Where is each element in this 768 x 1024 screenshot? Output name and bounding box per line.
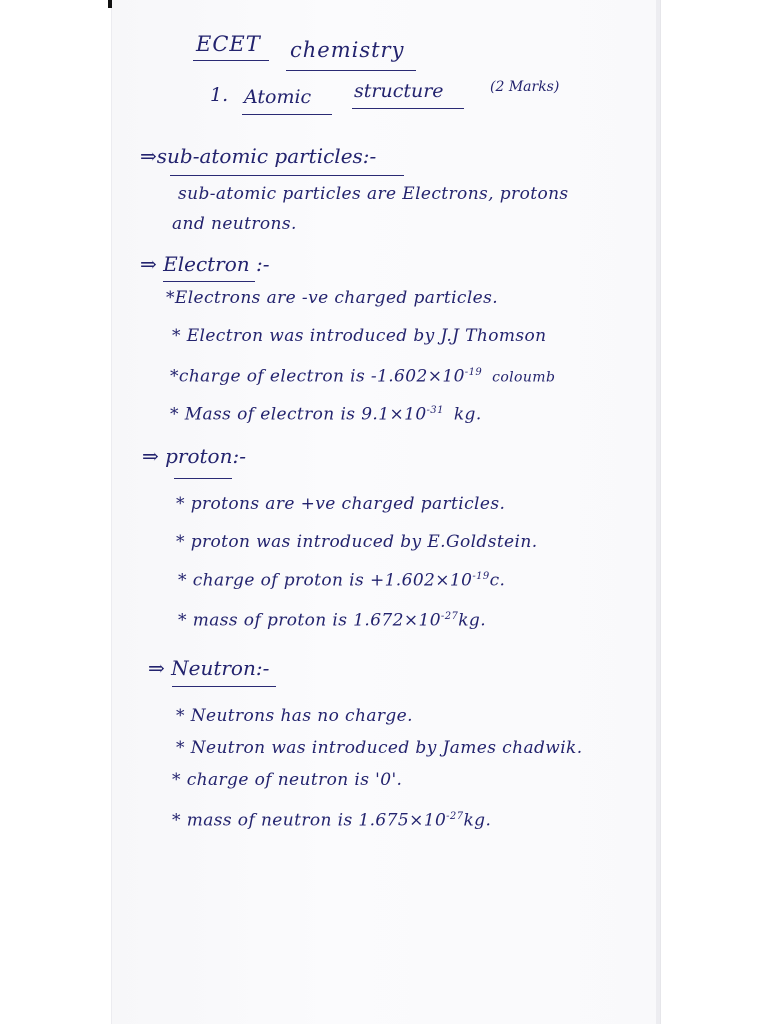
neutron-mass-text: * mass of neutron is 1.675×10 bbox=[172, 810, 447, 831]
neutron-item-4 bbox=[172, 812, 491, 830]
proton-item-1: * protons are +ve charged particles. bbox=[176, 494, 506, 514]
paper-edge bbox=[656, 0, 660, 1024]
section-underline-a bbox=[242, 114, 332, 115]
proton-item-3 bbox=[178, 572, 505, 590]
electron-item-1: *Electrons are -ve charged particles. bbox=[166, 288, 499, 308]
subatomic-line-1: sub-atomic particles are Electrons, protons bbox=[178, 184, 569, 204]
neutron-item-1: * Neutrons has no charge. bbox=[176, 706, 413, 726]
title-right: chemistry bbox=[290, 38, 405, 62]
electron-heading: ⇒ Electron :- bbox=[140, 252, 270, 276]
proton-charge-exponent: -19 bbox=[472, 571, 490, 582]
electron-mass-unit: kg. bbox=[453, 404, 482, 425]
neutron-item-3: * charge of neutron is '0'. bbox=[172, 770, 403, 790]
title-right-underline bbox=[286, 70, 416, 71]
electron-charge-exponent: -19 bbox=[464, 367, 483, 378]
neutron-heading: ⇒ Neutron:- bbox=[148, 656, 270, 680]
proton-heading-underline bbox=[174, 478, 232, 479]
neutron-mass-unit: kg. bbox=[463, 810, 492, 831]
electron-item-3 bbox=[170, 368, 555, 386]
electron-charge-text: *charge of electron is -1.602×10 bbox=[170, 366, 465, 387]
proton-charge-unit: c. bbox=[489, 570, 506, 591]
proton-charge-text: * charge of proton is +1.602×10 bbox=[178, 570, 473, 591]
section-underline-b bbox=[352, 108, 464, 109]
electron-item-2: * Electron was introduced by J.J Thomson bbox=[172, 326, 547, 346]
subatomic-heading-underline bbox=[170, 175, 404, 176]
corner-mark bbox=[108, 0, 112, 8]
section-marks: (2 Marks) bbox=[490, 79, 560, 95]
electron-mass-exponent: -31 bbox=[426, 405, 444, 416]
title-left-underline bbox=[193, 60, 269, 61]
proton-heading: ⇒ proton:- bbox=[142, 444, 246, 468]
electron-mass-text: * Mass of electron is 9.1×10 bbox=[170, 404, 427, 425]
proton-mass-exponent: -27 bbox=[440, 611, 459, 622]
neutron-item-2: * Neutron was introduced by James chadwik. bbox=[176, 738, 583, 758]
proton-mass-text: * mass of proton is 1.672×10 bbox=[178, 610, 441, 631]
subatomic-heading: ⇒sub-atomic particles:- bbox=[140, 144, 377, 168]
neutron-heading-underline bbox=[172, 686, 276, 687]
proton-item-2: * proton was introduced by E.Goldstein. bbox=[176, 532, 538, 552]
section-title-b: structure bbox=[354, 80, 444, 102]
electron-charge-unit: coloumb bbox=[492, 369, 556, 386]
section-number: 1. bbox=[210, 84, 229, 106]
electron-heading-underline bbox=[163, 281, 255, 282]
subatomic-line-2: and neutrons. bbox=[172, 214, 297, 234]
proton-item-4 bbox=[178, 612, 486, 630]
section-title-a: Atomic bbox=[244, 86, 312, 108]
proton-mass-unit: kg. bbox=[458, 610, 487, 631]
electron-item-4 bbox=[170, 406, 482, 424]
neutron-mass-exponent: -27 bbox=[446, 811, 464, 822]
title-left: ECET bbox=[196, 32, 261, 56]
